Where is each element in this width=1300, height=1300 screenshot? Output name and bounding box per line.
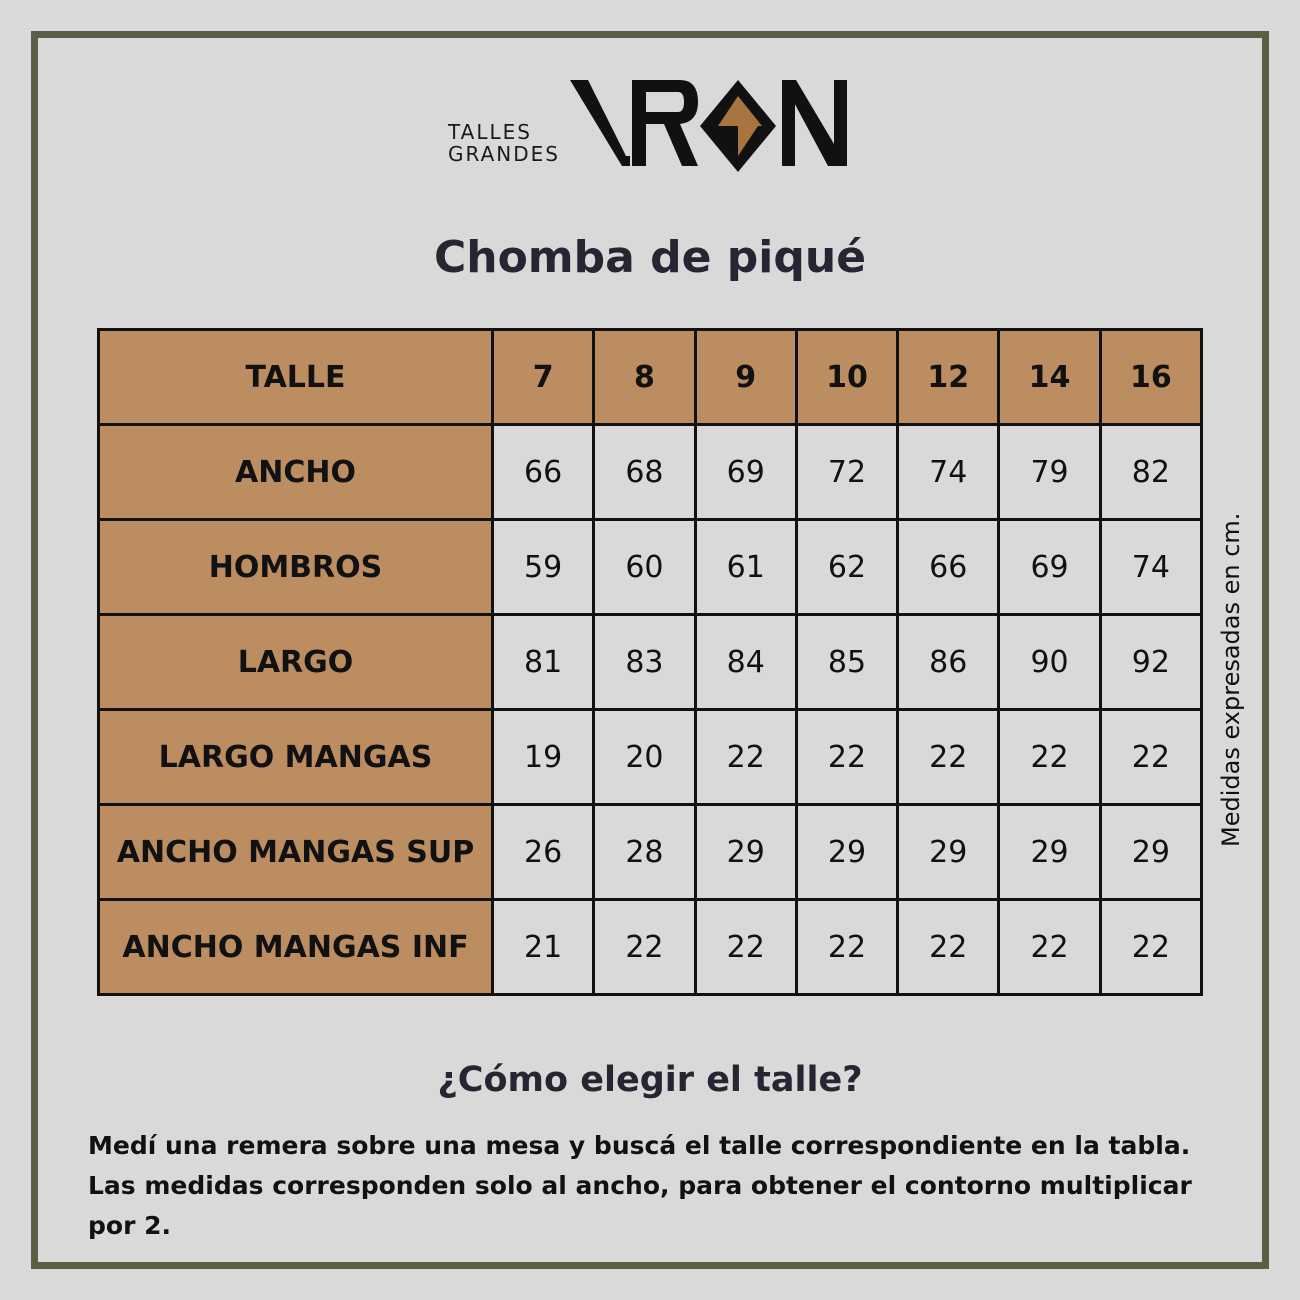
- row-label: ANCHO MANGAS INF: [99, 900, 493, 995]
- size-header-cell: 9: [695, 330, 796, 425]
- table-cell: 22: [695, 900, 796, 995]
- table-cell: 62: [796, 520, 897, 615]
- size-header-cell: 10: [796, 330, 897, 425]
- table-row: [99, 710, 1202, 805]
- table-cell: 69: [695, 425, 796, 520]
- table-cell: 29: [796, 805, 897, 900]
- table-cell: 22: [898, 710, 999, 805]
- table-cell: 20: [594, 710, 695, 805]
- header-cell-talle: TALLE: [99, 330, 493, 425]
- row-label: ANCHO MANGAS SUP: [99, 805, 493, 900]
- table-cell: 29: [898, 805, 999, 900]
- table-cell: 29: [999, 805, 1100, 900]
- table-cell: 74: [898, 425, 999, 520]
- table-cell: 29: [695, 805, 796, 900]
- table-cell: 85: [796, 615, 897, 710]
- table-cell: 90: [999, 615, 1100, 710]
- table-cell: 26: [493, 805, 594, 900]
- table-cell: 72: [796, 425, 897, 520]
- table-cell: 61: [695, 520, 796, 615]
- table-cell: 81: [493, 615, 594, 710]
- table-cell: 74: [1100, 520, 1201, 615]
- units-note: Medidas expresadas en cm.: [1217, 512, 1245, 847]
- table-row: [99, 520, 1202, 615]
- table-cell: 22: [1100, 900, 1201, 995]
- size-header-cell: 7: [493, 330, 594, 425]
- table-cell: 68: [594, 425, 695, 520]
- table-cell: 22: [594, 900, 695, 995]
- table-cell: 22: [796, 710, 897, 805]
- size-header-cell: 14: [999, 330, 1100, 425]
- howto-text: Medí una remera sobre una mesa y buscá el talle correspondiente en la tabla. Las medidas corresponden solo al ancho, para obtener el contorno multiplicar por 2.: [88, 1131, 1192, 1240]
- table-cell: 29: [1100, 805, 1201, 900]
- page-title: Chomba de piqué: [433, 232, 867, 283]
- howto-title: ¿Cómo elegir el talle?: [437, 1060, 863, 1100]
- table-row: [99, 615, 1202, 710]
- table-cell: 86: [898, 615, 999, 710]
- table-cell: 22: [1100, 710, 1201, 805]
- table-cell: 22: [695, 710, 796, 805]
- table-cell: 92: [1100, 615, 1201, 710]
- table-cell: 19: [493, 710, 594, 805]
- table-cell: 83: [594, 615, 695, 710]
- brand-logo: [448, 74, 858, 178]
- table-header-row: [99, 330, 1202, 425]
- table-cell: 28: [594, 805, 695, 900]
- vrn-logo-icon: [570, 74, 854, 178]
- table-cell: 22: [898, 900, 999, 995]
- size-chart-table: [97, 328, 1203, 996]
- table-cell: 84: [695, 615, 796, 710]
- table-row: [99, 425, 1202, 520]
- table-cell: 79: [999, 425, 1100, 520]
- table-cell: 66: [493, 425, 594, 520]
- logo-line-2: GRANDES: [448, 142, 560, 166]
- row-label: LARGO: [99, 615, 493, 710]
- row-label: ANCHO: [99, 425, 493, 520]
- row-label: LARGO MANGAS: [99, 710, 493, 805]
- logo-line-1: TALLES: [448, 120, 532, 144]
- size-header-cell: 8: [594, 330, 695, 425]
- table-cell: 22: [999, 710, 1100, 805]
- table-cell: 22: [796, 900, 897, 995]
- table-row: [99, 805, 1202, 900]
- size-header-cell: 16: [1100, 330, 1201, 425]
- table-cell: 60: [594, 520, 695, 615]
- table-cell: 82: [1100, 425, 1201, 520]
- table-cell: 21: [493, 900, 594, 995]
- table-cell: 59: [493, 520, 594, 615]
- table-row: [99, 900, 1202, 995]
- table-cell: 69: [999, 520, 1100, 615]
- table-cell: 22: [999, 900, 1100, 995]
- size-header-cell: 12: [898, 330, 999, 425]
- row-label: HOMBROS: [99, 520, 493, 615]
- table-cell: 66: [898, 520, 999, 615]
